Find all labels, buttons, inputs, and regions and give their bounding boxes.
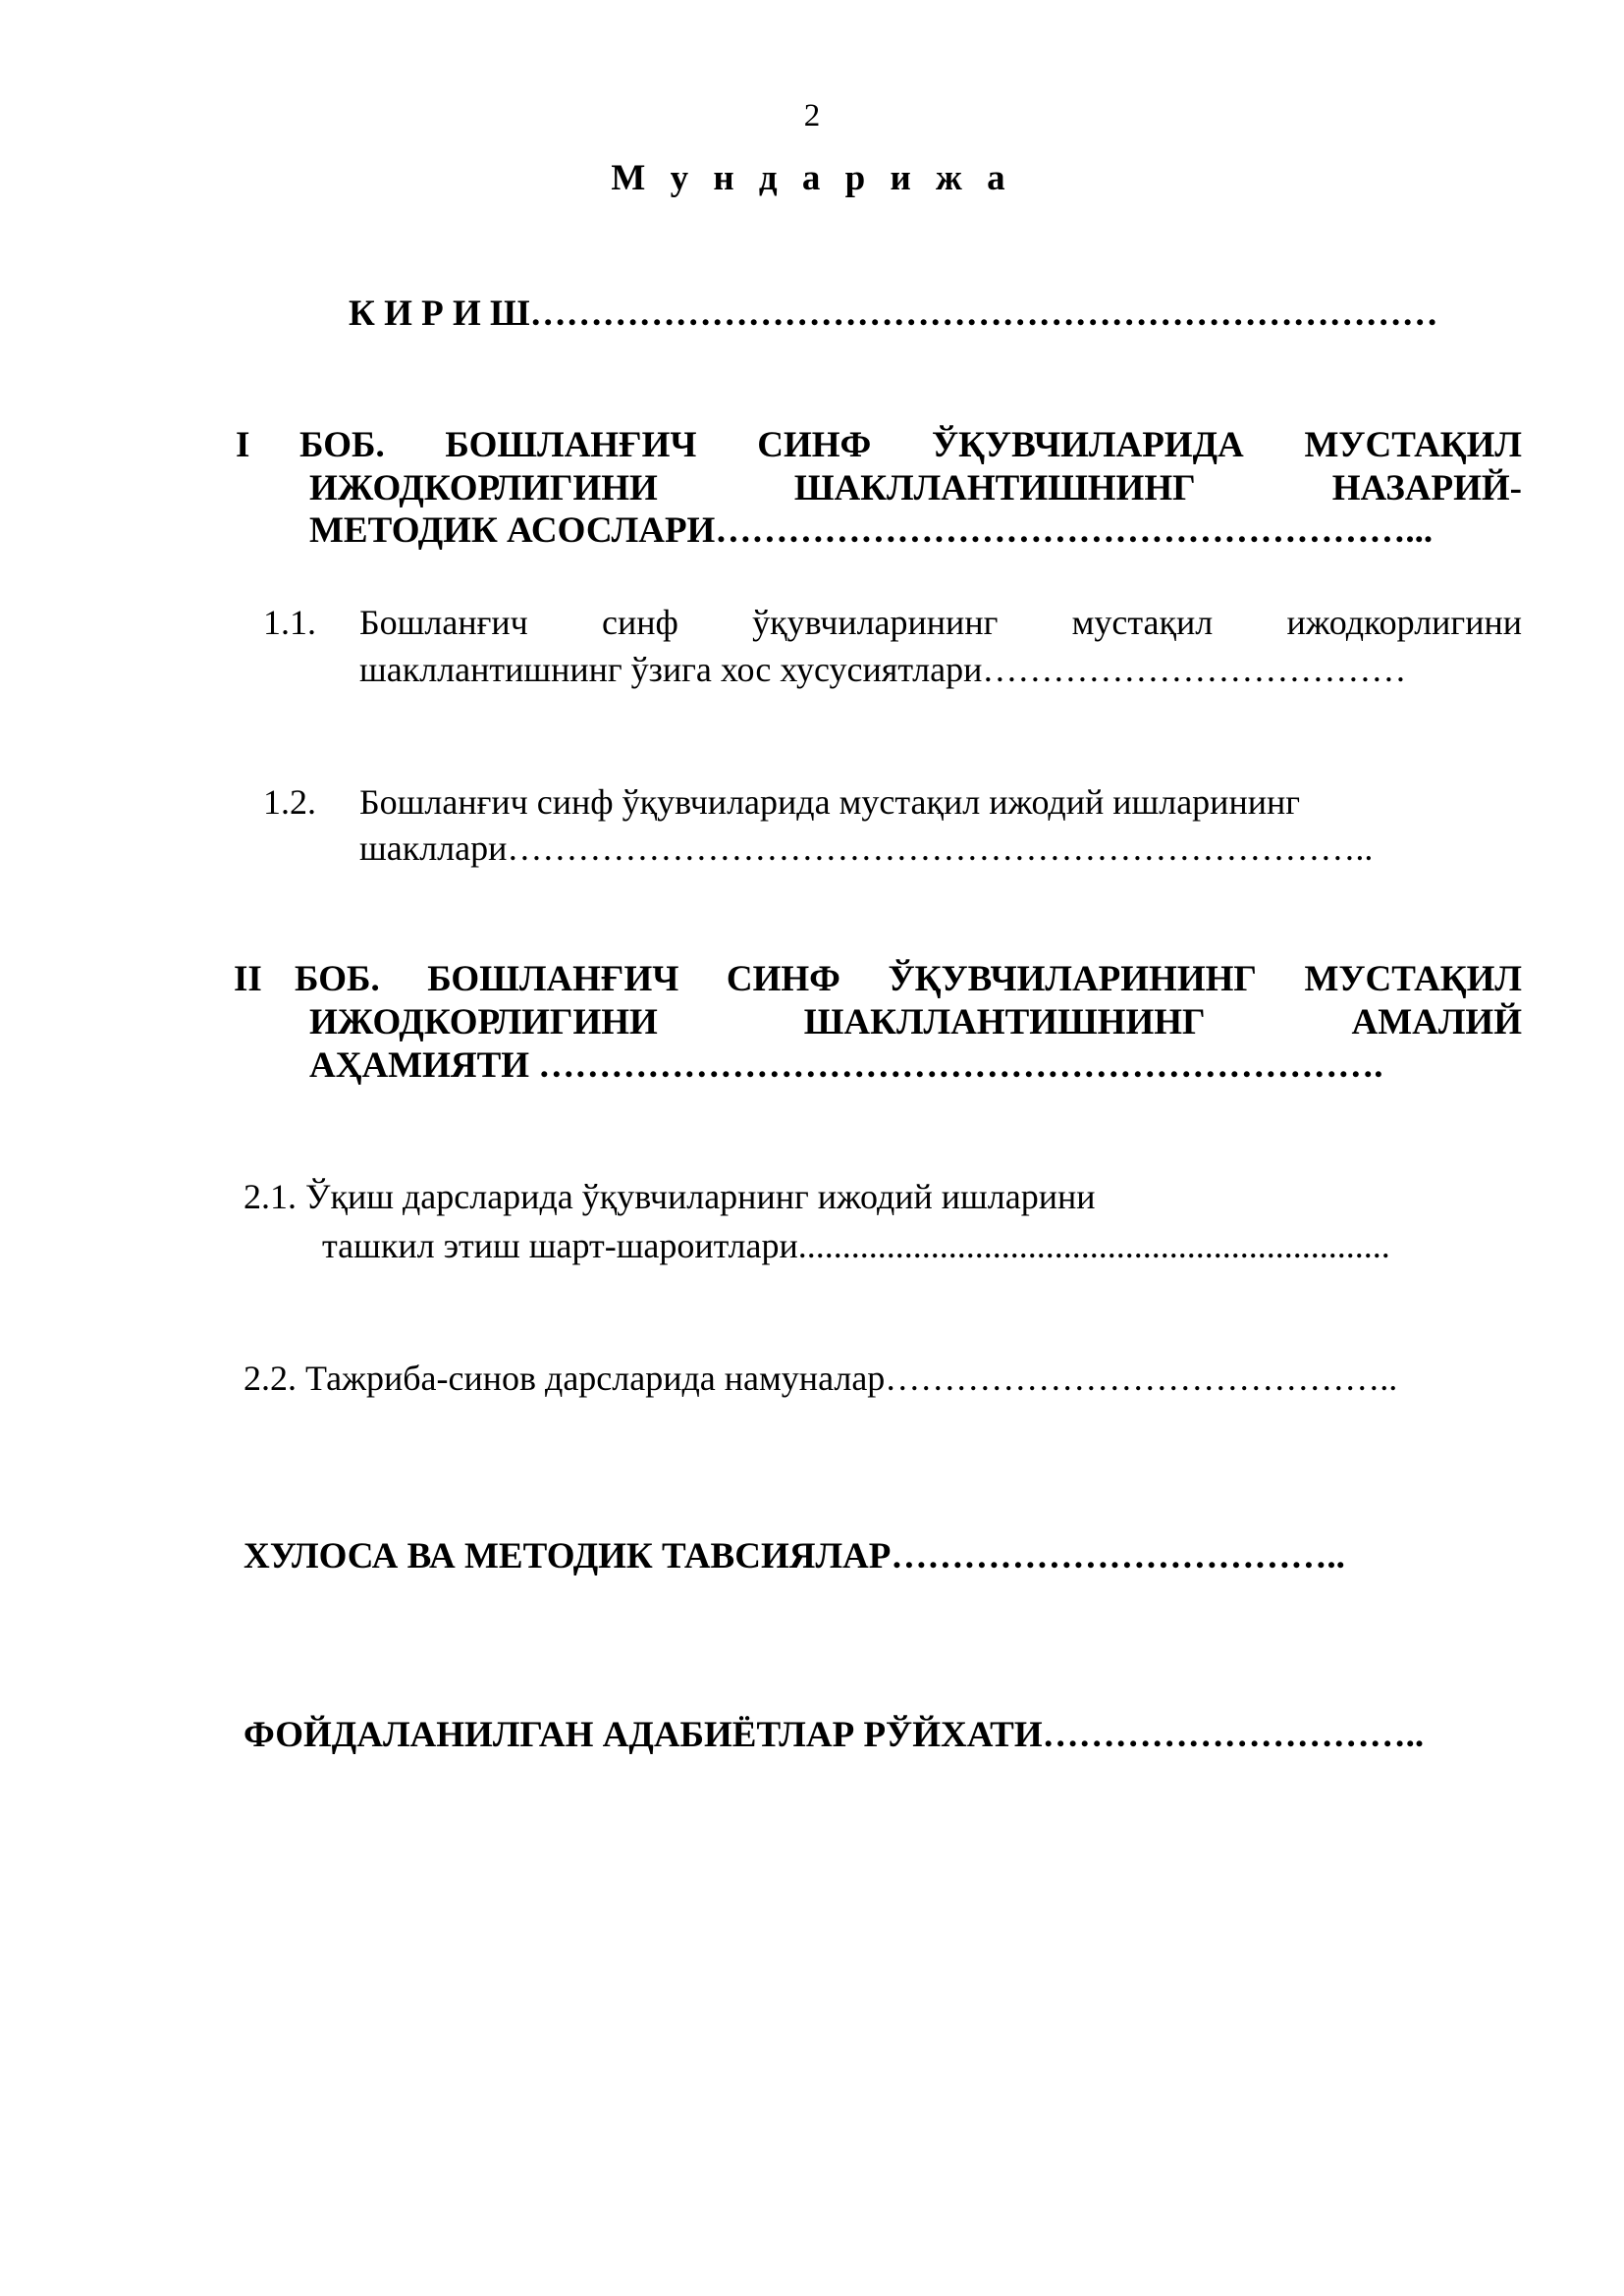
chapter-2-title-line-3[interactable]: АҲАМИЯТИ ……………………………………………………………. xyxy=(309,1045,1383,1086)
chapter-2-title-line-2[interactable]: ИЖОДКОРЛИГИНИ ШАКЛЛАНТИШНИНГ АМАЛИЙ xyxy=(309,1002,1522,1042)
section-1-1-line-1[interactable]: Бошланғич синф ўқувчиларининг мустақил ижодкорлигини xyxy=(359,603,1522,642)
section-1-2-number: 1.2. xyxy=(263,782,316,822)
page-number: 2 xyxy=(803,98,821,133)
section-1-2-line-1[interactable]: Бошланғич синф ўқувчиларида мустақил ижодий ишларининг xyxy=(359,782,1301,822)
toc-entry-references[interactable]: ФОЙДАЛАНИЛГАН АДАБИЁТЛАР РЎЙХАТИ………………………….. xyxy=(244,1715,1425,1755)
toc-title: М у н д а р и ж а xyxy=(611,158,1013,198)
section-2-1-line-2[interactable]: ташкил этиш шарт-шароитлари................................................................... xyxy=(322,1226,1390,1265)
toc-entry-introduction[interactable]: К И Р И Ш………………………………………………………………… xyxy=(349,294,1438,334)
chapter-1-title-line-3[interactable]: МЕТОДИК АСОСЛАРИ…………………………………………………... xyxy=(309,510,1434,551)
section-2-1-line-1[interactable]: 2.1. Ўқиш дарсларида ўқувчиларнинг ижодий ишларини xyxy=(244,1177,1096,1216)
section-1-1-line-2[interactable]: шакллантишнинг ўзига хос хусусиятлари……………………………… xyxy=(359,650,1407,689)
chapter-2-label: II xyxy=(234,959,262,999)
chapter-2-title-line-1[interactable]: БОБ. БОШЛАНҒИЧ СИНФ ЎҚУВЧИЛАРИНИНГ МУСТАҚИЛ xyxy=(295,959,1522,999)
chapter-1-label: I xyxy=(236,425,250,465)
section-1-1-number: 1.1. xyxy=(263,603,316,642)
chapter-1-title-line-1[interactable]: БОБ. БОШЛАНҒИЧ СИНФ ЎҚУВЧИЛАРИДА МУСТАҚИЛ xyxy=(299,425,1522,465)
chapter-1-title-line-2[interactable]: ИЖОДКОРЛИГИНИ ШАКЛЛАНТИШНИНГ НАЗАРИЙ- xyxy=(309,468,1522,508)
toc-entry-conclusion[interactable]: ХУЛОСА ВА МЕТОДИК ТАВСИЯЛАР……………………………….. xyxy=(244,1536,1345,1576)
section-2-2-line-1[interactable]: 2.2. Тажриба-синов дарсларида намуналар…………………………………….. xyxy=(244,1359,1398,1398)
section-1-2-line-2[interactable]: шакллари……………………………………………………………….. xyxy=(359,828,1374,868)
